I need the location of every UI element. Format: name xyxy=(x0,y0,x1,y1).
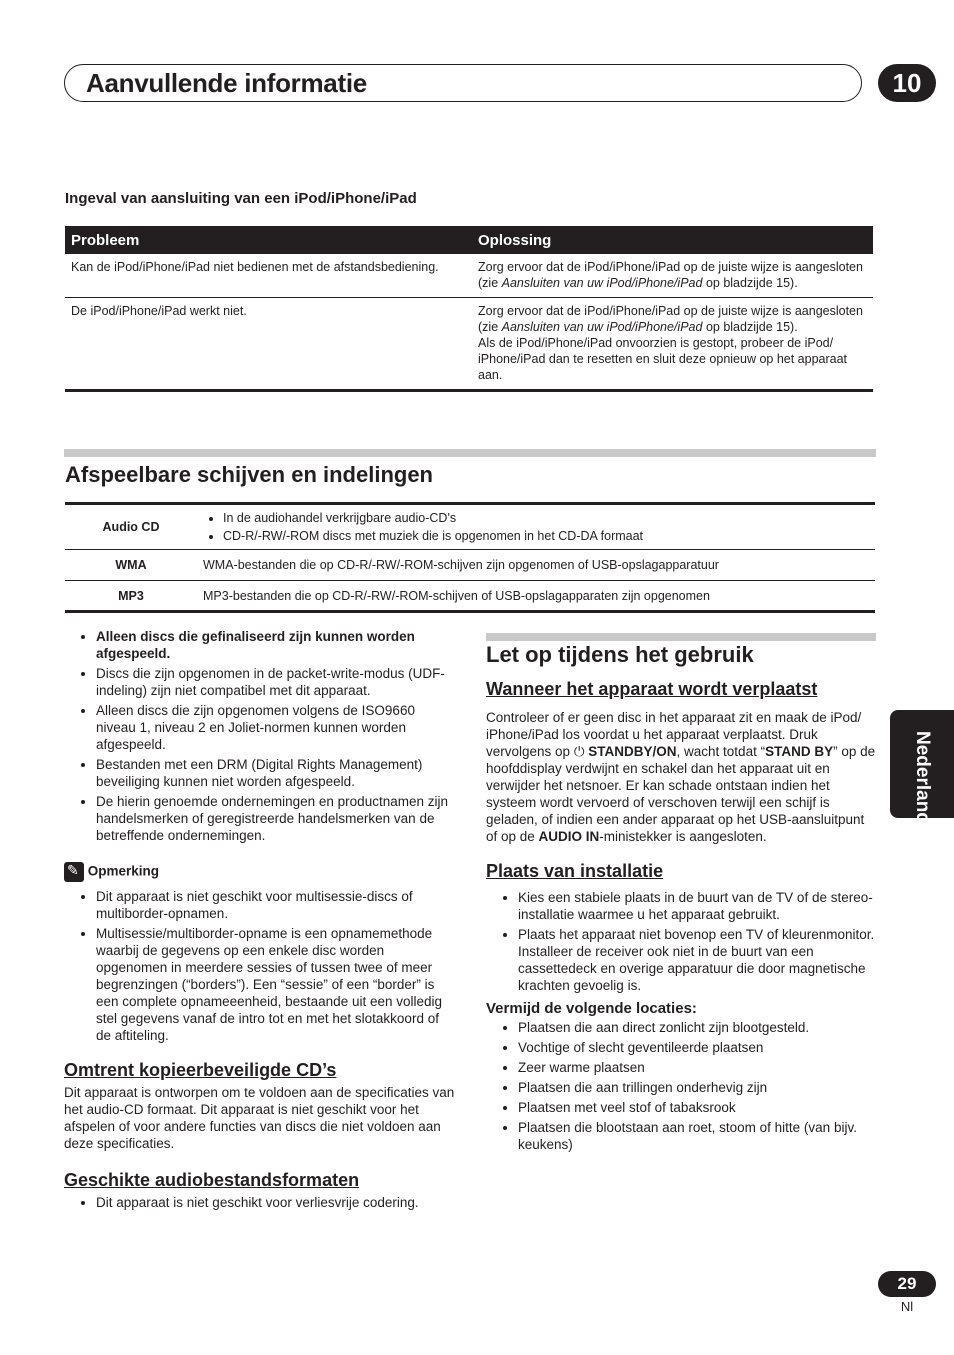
copy-protection-heading: Omtrent kopieerbeveiligde CD’s xyxy=(64,1060,337,1080)
column-header-problem: Probleem xyxy=(65,226,472,254)
installation-heading: Plaats van installatie xyxy=(486,861,664,881)
list-item: • Bestanden met een DRM (Digital Rights Management) beveiliging kunnen niet worden afgespeeld. xyxy=(96,756,456,790)
format-description: WMA-bestanden die op CD-R/-RW/-ROM-schijven zijn opgenomen of USB-opslagapparatuur xyxy=(197,550,875,581)
list-item: • Plaatsen die blootstaan aan roet, stoom of hitte (van bijv. keukens) xyxy=(518,1119,876,1153)
format-label: WMA xyxy=(65,550,197,581)
list-item: • Zeer warme plaatsen xyxy=(518,1059,876,1076)
list-item: • Plaatsen met veel stof of tabaksrook xyxy=(518,1099,876,1116)
list-item: • Plaatsen die aan trillingen onderhevig zijn xyxy=(518,1079,876,1096)
language-code: Nl xyxy=(900,1299,914,1314)
disc-notes-list xyxy=(64,628,456,844)
list-item: • Alleen discs die zijn opgenomen volgens de ISO9660 niveau 1, niveau 2 en Joliet-normen kunnen worden afgespeeld. xyxy=(96,702,456,753)
audio-formats-heading: Geschikte audiobestandsformaten xyxy=(64,1170,360,1190)
list-item: • Multisessie/multiborder-opname is een opnamemethode waarbij de gegevens op een enkele disc worden opgenomen in meerdere sessies of tussen twee of meer begrenzingen (“borders”). Een “sessie” of een “border” is een complete opnameeenheid, bestaande uit een volledig stel gegevens vanaf de intro tot en met het slotakkoord of de aftiteling. xyxy=(96,925,456,1044)
list-item: • De hierin genoemde ondernemingen en productnamen zijn handelsmerken of geregistreerde handelsmerken van de betreffende ondernemingen. xyxy=(96,793,456,844)
list-item: • Vochtige of slecht geventileerde plaatsen xyxy=(518,1039,876,1056)
list-item: • In de audiohandel verkrijgbare audio-CD's xyxy=(223,509,869,527)
format-description: MP3-bestanden die op CD-R/-RW/-ROM-schijven of USB-opslagapparaten zijn opgenomen xyxy=(197,581,875,612)
section-divider xyxy=(486,633,876,641)
note-list xyxy=(64,888,456,1044)
disc-format-table xyxy=(65,502,875,613)
format-label: Audio CD xyxy=(102,520,160,534)
page-title: Aanvullende informatie xyxy=(86,68,367,98)
problem-cell: De iPod/iPhone/iPad werkt niet. xyxy=(65,298,472,391)
list-item: • Dit apparaat is niet geschikt voor verliesvrije codering. xyxy=(96,1194,456,1211)
table-row xyxy=(65,550,875,581)
list-item: • Alleen discs die gefinaliseerd zijn kunnen worden afgespeeld. xyxy=(96,628,456,662)
pencil-icon: ✎ xyxy=(64,862,84,882)
usage-section-heading: Let op tijdens het gebruik xyxy=(486,642,754,667)
power-icon: ⏻ xyxy=(573,744,585,759)
problem-cell: Kan de iPod/iPhone/iPad niet bedienen met de afstandsbediening. xyxy=(65,254,472,298)
list-item: • Dit apparaat is niet geschikt voor multisessie-discs of multiborder-opnamen. xyxy=(96,888,456,922)
discs-section-heading: Afspeelbare schijven en indelingen xyxy=(65,462,433,487)
solution-cell: Zorg ervoor dat de iPod/iPhone/iPad op de juiste wijze is aangesloten (zie Aansluiten van uw iPod/iPhone/iPad op bladzijde 15). xyxy=(472,254,873,298)
list-item: • Plaatsen die aan direct zonlicht zijn blootgesteld. xyxy=(518,1019,876,1036)
avoid-list xyxy=(486,1019,876,1153)
page-number: 29 xyxy=(878,1271,936,1297)
format-description xyxy=(197,504,875,550)
chapter-number-badge: 10 xyxy=(878,64,936,102)
list-item: • Plaats het apparaat niet bovenop een TV of kleurenmonitor. Installeer de receiver ook niet in de buurt van een cassettedeck en overige apparatuur die door magnetische krachten gevoelig is. xyxy=(518,926,876,994)
note-heading: ✎ Opmerking xyxy=(64,862,456,882)
copy-protection-text: Dit apparaat is ontworpen om te voldoen aan de specificaties van het audio-CD formaat. Dit apparaat is niet geschikt voor het afspelen of voor andere functies van discs die niet voldoen aan deze specificaties. xyxy=(64,1085,455,1151)
table-row xyxy=(65,298,873,391)
list-item: • CD-R/-RW/-ROM discs met muziek die is opgenomen in het CD-DA formaat xyxy=(223,527,869,545)
ipod-troubleshooting-table xyxy=(65,226,873,392)
solution-cell: Zorg ervoor dat de iPod/iPhone/iPad op de juiste wijze is aangesloten (zie Aansluiten van uw iPod/iPhone/iPad op bladzijde 15). Als de iPod/iPhone/iPad onvoorzien is gestopt, probeer de iPod/ iPhone/iPad dan te resetten en sluit deze opnieuw op het apparaat aan. xyxy=(472,298,873,391)
ipod-section-heading: Ingeval van aansluiting van een iPod/iPhone/iPad xyxy=(65,190,417,207)
installation-list xyxy=(486,889,876,994)
moving-text: Controleer of er geen disc in het apparaat zit en maak de iPod/ iPhone/iPad los voordat u het apparaat verplaatst. Druk vervolgens op ⏻ STANDBY/ON, wacht totdat “STAND BY” op de hoofddisplay verdwijnt en schakel dan het apparaat uit en verwijder het netsnoer. Er kan schade ontstaan indien het systeem wordt vervoerd of verschoven terwijl een schijf is geladen, of indien een ander apparaat op het USB-aansluitpunt of op de AUDIO IN-ministekker is aangesloten. xyxy=(486,710,876,844)
table-row xyxy=(65,581,875,612)
format-label: MP3 xyxy=(65,581,197,612)
table-row xyxy=(65,504,875,550)
language-tab-label: Nederlands xyxy=(912,731,933,835)
section-divider xyxy=(64,449,876,457)
table-row xyxy=(65,254,873,298)
audio-formats-list xyxy=(64,1194,456,1211)
moving-heading: Wanneer het apparaat wordt verplaatst xyxy=(486,679,818,699)
column-header-solution: Oplossing xyxy=(472,226,873,254)
avoid-heading: Vermijd de volgende locaties: xyxy=(486,1000,697,1017)
list-item: • Kies een stabiele plaats in de buurt van de TV of de stereo-installatie waarmee u het apparaat gebruikt. xyxy=(518,889,876,923)
left-column xyxy=(64,628,456,1214)
right-column xyxy=(486,642,876,1156)
list-item: • Discs die zijn opgenomen in de packet-write-modus (UDF-indeling) zijn niet compatibel met dit apparaat. xyxy=(96,665,456,699)
